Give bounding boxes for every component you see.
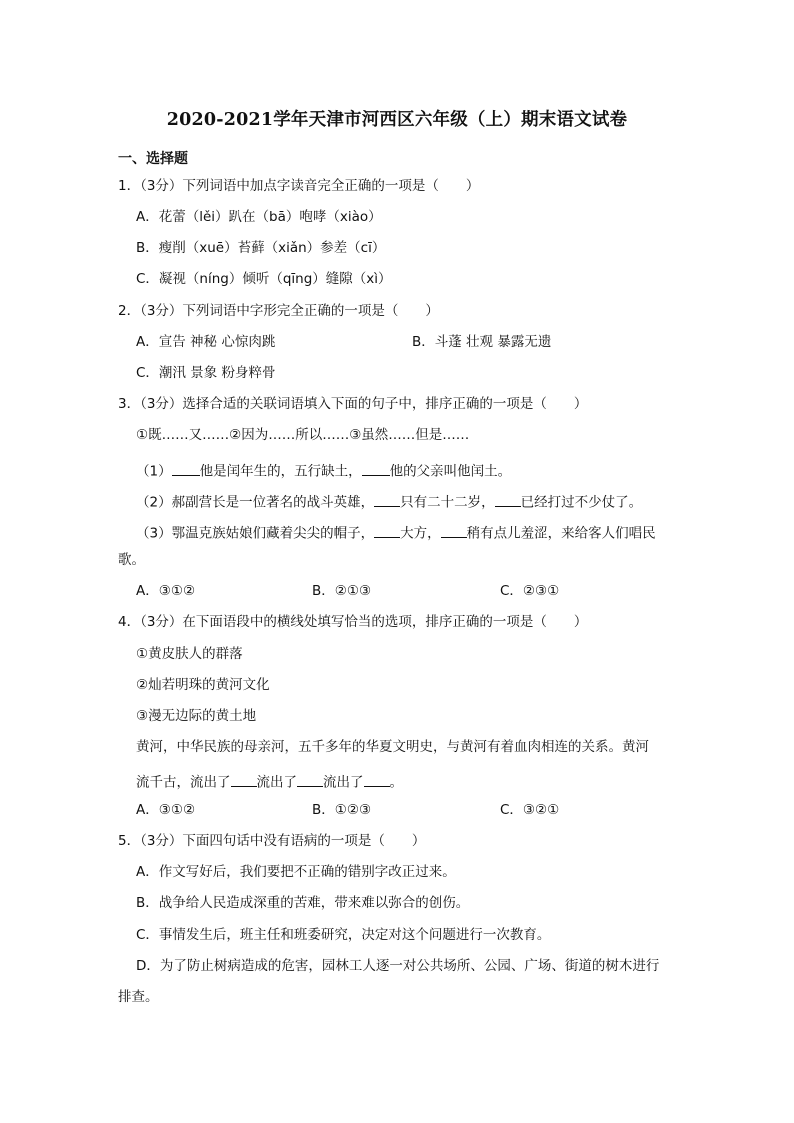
fill-blank bbox=[374, 523, 400, 538]
question-4-option-c: C．③②① bbox=[500, 802, 560, 818]
section-heading: 一、选择题 bbox=[118, 151, 188, 167]
passage-text: 流出了 bbox=[256, 774, 297, 791]
question-2-option-b: B．斗蓬 壮观 暴露无遗 bbox=[412, 334, 552, 350]
question-1-stem: 1．（3分）下列词语中加点字读音完全正确的一项是（ ） bbox=[118, 178, 480, 194]
question-5-option-c: C．事情发生后，班主任和班委研究，决定对这个问题进行一次教育。 bbox=[136, 927, 551, 943]
question-2-option-c: C．潮汛 景象 粉身粹骨 bbox=[136, 365, 276, 381]
question-1-option-a: A．花蕾（lěi）趴在（bā）咆哮（xiào） bbox=[136, 209, 382, 225]
fill-blank bbox=[495, 492, 521, 507]
question-2-stem: 2．（3分）下列词语中字形完全正确的一项是（ ） bbox=[118, 303, 439, 319]
fill-blank bbox=[374, 492, 400, 507]
question-1-option-b: B．瘦削（xuē）苔藓（xiǎn）参差（cī） bbox=[136, 240, 386, 256]
question-4-item-1: ①黄皮肤人的群落 bbox=[136, 646, 243, 662]
sentence-text: （3）鄂温克族姑娘们藏着尖尖的帽子， bbox=[136, 525, 375, 542]
passage-text: 。 bbox=[389, 774, 403, 791]
sentence-text: （2）郝副营长是一位著名的战斗英雄， bbox=[136, 494, 375, 511]
sentence-text: 已经打过不少仗了。 bbox=[520, 494, 643, 511]
question-5-option-d: D．为了防止树病造成的危害，园林工人逐一对公共场所、公园、广场、街道的树木进行 bbox=[136, 958, 660, 974]
question-3-sentence-1 bbox=[136, 461, 511, 479]
fill-blank bbox=[297, 772, 323, 787]
question-4-option-b: B．①②③ bbox=[312, 802, 372, 818]
sentence-text: 他是闰年生的，五行缺土， bbox=[199, 463, 362, 480]
question-4-passage-line-1: 黄河，中华民族的母亲河，五千多年的华夏文明史，与黄河有着血肉相连的关系。黄河 bbox=[136, 739, 649, 755]
sentence-text: （1） bbox=[136, 463, 172, 480]
question-3-conjunctions: ①既……又……②因为……所以……③虽然……但是…… bbox=[136, 427, 470, 443]
question-4-item-3: ③漫无边际的黄土地 bbox=[136, 708, 257, 724]
question-3-option-b: B．②①③ bbox=[312, 583, 372, 599]
sentence-text: 他的父亲叫他闰土。 bbox=[389, 463, 512, 480]
sentence-text: 稍有点儿羞涩，来给客人们唱民 bbox=[466, 525, 656, 542]
sentence-text: 大方， bbox=[400, 525, 441, 542]
question-2-option-a: A．宣告 神秘 心惊肉跳 bbox=[136, 334, 276, 350]
fill-blank bbox=[441, 523, 467, 538]
fill-blank bbox=[172, 461, 200, 476]
fill-blank bbox=[364, 772, 390, 787]
fill-blank bbox=[231, 772, 257, 787]
question-5-option-b: B．战争给人民造成深重的苦难，带来难以弥合的创伤。 bbox=[136, 895, 470, 911]
question-5-stem: 5．（3分）下面四句话中没有语病的一项是（ ） bbox=[118, 833, 426, 849]
question-3-option-c: C．②③① bbox=[500, 583, 560, 599]
question-1-option-c: C．凝视（níng）倾听（qīng）缝隙（xì） bbox=[136, 271, 392, 287]
fill-blank bbox=[362, 461, 390, 476]
question-3-option-a: A．③①② bbox=[136, 583, 196, 599]
question-4-passage-line-2 bbox=[136, 772, 403, 790]
question-3-sentence-3-wrap: 歌。 bbox=[118, 552, 145, 568]
question-4-item-2: ②灿若明珠的黄河文化 bbox=[136, 677, 270, 693]
question-4-stem: 4．（3分）在下面语段中的横线处填写恰当的选项，排序正确的一项是（ ） bbox=[118, 614, 588, 630]
passage-text: 流千古，流出了 bbox=[136, 774, 231, 791]
question-3-stem: 3．（3分）选择合适的关联词语填入下面的句子中，排序正确的一项是（ ） bbox=[118, 396, 588, 412]
question-4-option-a: A．③①② bbox=[136, 802, 196, 818]
question-3-sentence-3 bbox=[136, 523, 656, 541]
question-5-option-d-wrap: 排查。 bbox=[118, 989, 159, 1005]
sentence-text: 只有二十二岁， bbox=[400, 494, 495, 511]
question-3-sentence-2 bbox=[136, 492, 642, 510]
question-5-option-a: A．作文写好后，我们要把不正确的错别字改正过来。 bbox=[136, 864, 456, 880]
passage-text: 流出了 bbox=[323, 774, 364, 791]
exam-title: 2020-2021学年天津市河西区六年级（上）期末语文试卷 bbox=[166, 110, 628, 130]
